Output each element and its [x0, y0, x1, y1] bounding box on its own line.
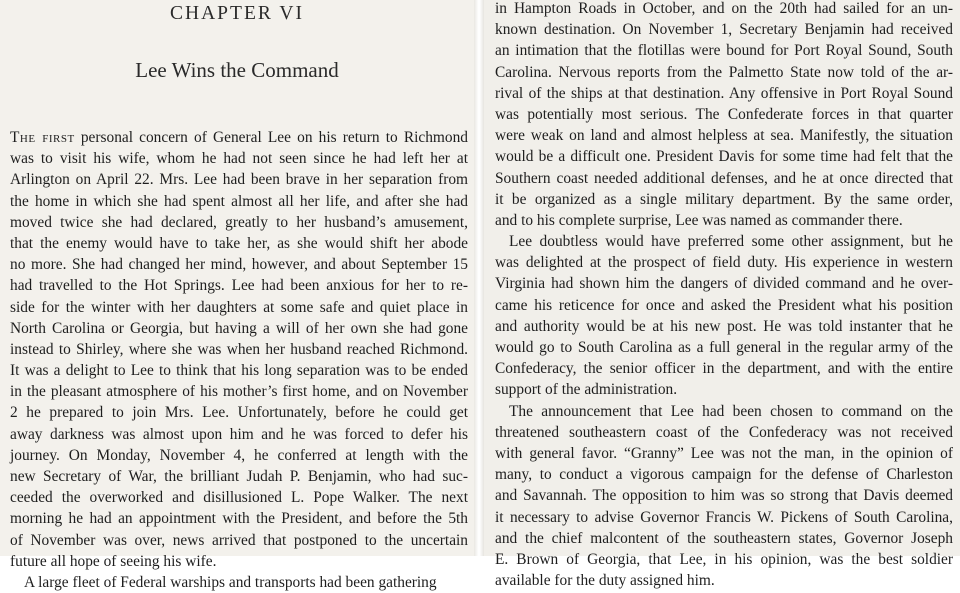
- text-line: it be organized as a single military department. By the same order,: [495, 190, 953, 208]
- text-line: in Hampton Roads in October, and on the 20th had sailed for an un-: [495, 0, 953, 17]
- text-line: would be a difficult one. President Davis for some time had felt that the: [495, 148, 953, 166]
- text-line: with general favor. “Granny” Lee was not the man, in the opinion of: [495, 444, 953, 462]
- right-page: [484, 0, 960, 590]
- text-line: was delighted at the prospect of field duty. His experience in western: [495, 254, 953, 272]
- text-line: and the chief malcontent of the southeastern states, Governor Joseph: [495, 529, 953, 547]
- text-line: support of the administration.: [495, 381, 678, 399]
- text-line: instead to Shirley, where she was when her husband reached Richmond.: [10, 340, 468, 358]
- text-line: Arlington on April 22. Mrs. Lee had been brave in her separation from: [10, 171, 468, 189]
- text-line: would go to South Carolina as a full general in the regular army of the: [495, 339, 953, 356]
- text-line: side for the winter with her daughters at some safe and quiet place in: [10, 298, 468, 316]
- text-line: known destination. On November 1, Secretary Benjamin had received: [495, 21, 953, 39]
- text-line: It was a delight to Lee to think that his long separation was to be ended: [10, 362, 468, 380]
- text-line: had travelled to the Hot Springs. Lee had been anxious for her to re-: [10, 277, 468, 295]
- book-gutter: [474, 0, 484, 556]
- left-page-text: [10, 127, 468, 593]
- text-line: threatened southeastern coast of the Confederacy was not received: [495, 423, 953, 441]
- text-line: many, to conduct a vigorous campaign for the defense of Charleston: [495, 466, 953, 484]
- text-line: moved twice she had declared, greatly to her husband’s amusement,: [10, 213, 468, 231]
- text-line: Southern coast needed additional defenses, and he at once directed that: [495, 169, 953, 187]
- lead-in: The first: [10, 129, 75, 146]
- text-line: an intimation that the flotillas were bound for Port Royal Sound, South: [495, 42, 953, 60]
- text-line: it necessary to advise Governor Francis W. Pickens of South Carolina,: [495, 508, 953, 526]
- text-line: 2 he prepared to join Mrs. Lee. Unfortunately, before he could get: [10, 404, 468, 422]
- text-line: journey. On Monday, November 4, he conferred at length with the: [10, 446, 468, 464]
- chapter-title: Lee Wins the Command: [135, 58, 339, 82]
- text-line: E. Brown of Georgia, that Lee, in his opinion, was the best soldier: [495, 550, 953, 568]
- text-line: and authority would be at his new post. He was told instanter that he: [495, 317, 953, 335]
- text-line: Lee doubtless would have preferred some other assignment, but he: [509, 233, 953, 251]
- right-page-text: [495, 0, 953, 591]
- text-line: new Secretary of War, the brilliant Judah P. Benjamin, who had suc-: [10, 468, 468, 485]
- text-line: and Savannah. The opposition to him was so strong that Davis deemed: [495, 487, 953, 505]
- text-line: North Carolina or Georgia, but having a will of her own she had gone: [10, 319, 468, 337]
- text-line: morning he had an appointment with the President, and before the 5th: [10, 510, 468, 528]
- text-line: were weak on land and almost helpless at sea. Manifestly, the situation: [495, 127, 953, 145]
- text-line: was to visit his wife, whom he had not seen since he had left her at: [10, 150, 468, 168]
- text-line: in the pleasant atmosphere of his mother’s first home, and on November: [10, 383, 468, 401]
- text-line: and to his complete surprise, Lee was named as commander there.: [495, 211, 903, 229]
- left-page: [0, 0, 474, 591]
- text-line: came his reticence for once and asked the President what his position: [495, 296, 953, 314]
- text-line: The announcement that Lee had been chosen to command on the: [509, 402, 953, 420]
- text-line: of November was over, news arrived that postponed to the uncertain: [10, 531, 468, 549]
- text-line: Virginia had shown him the dangers of divided command and he over-: [495, 275, 953, 293]
- text-line: The first personal concern of General Lee on his return to Richmond: [10, 129, 468, 146]
- text-line: A large fleet of Federal warships and transports had been gathering: [24, 573, 437, 591]
- text-line: future all hope of seeing his wife.: [10, 552, 217, 570]
- text-line: the home in which she had spent almost all her life, and after she had: [10, 192, 468, 210]
- text-line: Carolina. Nervous reports from the Palmetto State now told of the ar-: [495, 63, 953, 81]
- text-line: Confederacy, the senior officer in the department, and with the entire: [495, 360, 953, 378]
- text-line: ceeded the overworked and disillusioned L. Pope Walker. The next: [10, 489, 468, 507]
- text-line: that the enemy would have to take her, as she would shift her abode: [10, 234, 468, 252]
- text-line: was potentially most serious. The Confederate forces in that quarter: [495, 105, 953, 123]
- text-line: no more. She had changed her mind, however, and about September 15: [10, 256, 468, 274]
- text-line: available for the duty assigned him.: [495, 572, 715, 590]
- chapter-number: CHAPTER VI: [170, 3, 304, 24]
- text-line: rival of the ships at that destination. Any offensive in Port Royal Sound: [495, 84, 953, 102]
- text-line: away darkness was almost upon him and he was forced to defer his: [10, 425, 468, 443]
